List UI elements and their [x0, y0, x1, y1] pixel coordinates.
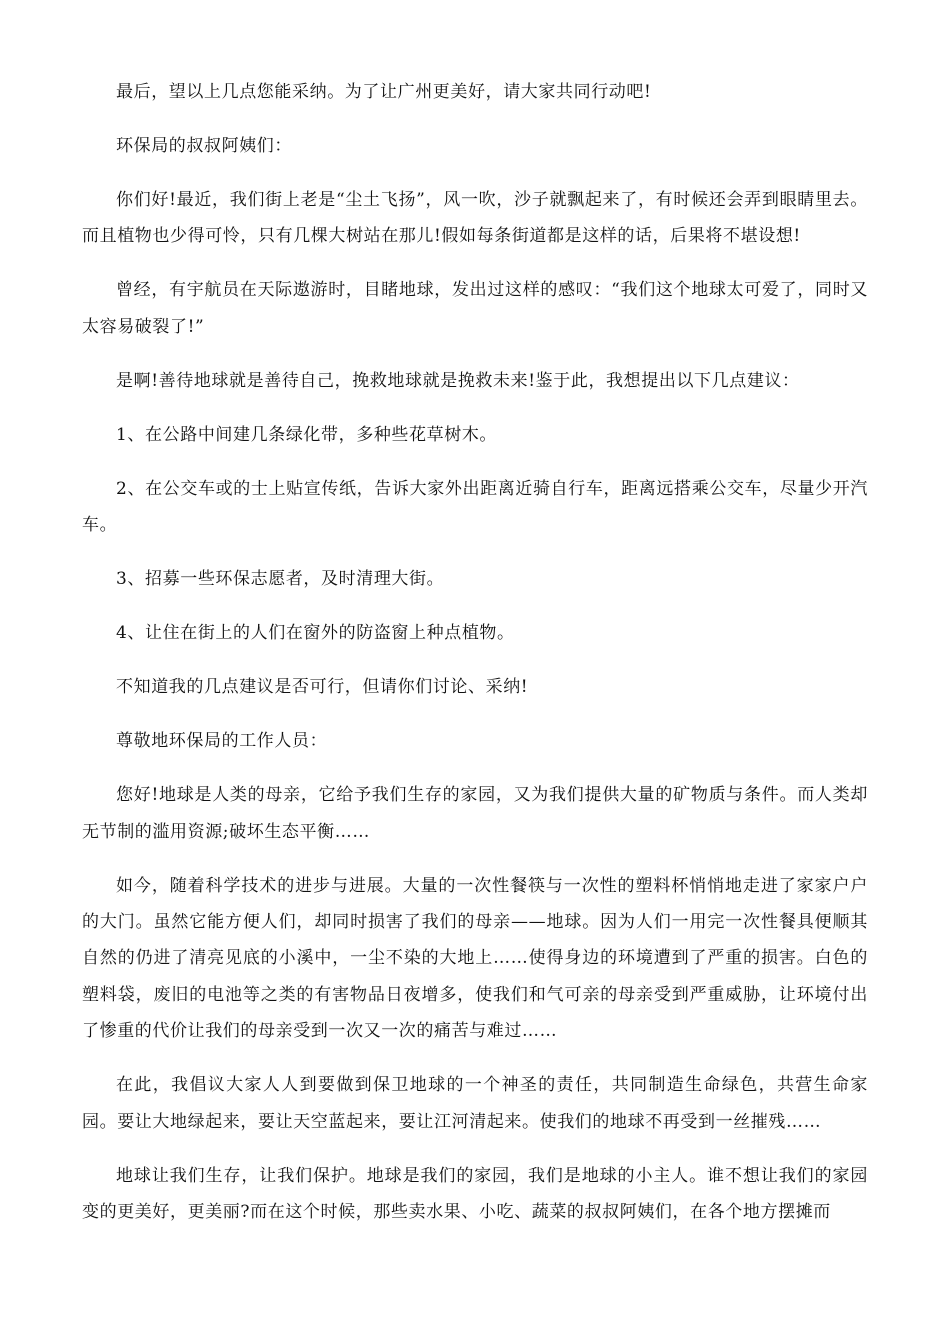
- paragraph-greeting-dust: 你们好!最近，我们街上老是“尘土飞扬”，风一吹，沙子就飘起来了，有时候还会弄到眼睛里去。而且植物也少得可怜，只有几棵大树站在那儿!假如每条街道都是这样的话，后果将不堪设想!: [82, 190, 868, 247]
- paragraph-suggestion-2: 2、在公交车或的士上贴宣传纸，告诉大家外出距离近骑自行车，距离远搭乘公交车，尽量少开汽车。: [82, 478, 868, 536]
- paragraph-suggestion-1: 1、在公路中间建几条绿化带，多种些花草树木。: [116, 424, 498, 445]
- paragraph-suggestion-3: 3、招募一些环保志愿者，及时清理大街。: [116, 569, 445, 590]
- paragraph-earth-mother: 您好!地球是人类的母亲，它给予我们生存的家园，又为我们提供大量的矿物质与条件。而人类却无节制的滥用资源;破坏生态平衡……: [82, 785, 868, 842]
- paragraph-request-discussion: 不知道我的几点建议是否可行，但请你们讨论、采纳!: [116, 677, 529, 698]
- paragraph-suggestion-intro: 是啊!善待地球就是善待自己，挽救地球就是挽救未来!鉴于此，我想提出以下几点建议：: [116, 370, 800, 391]
- paragraph-astronaut-quote: 曾经，有宇航员在天际遨游时，目睹地球，发出过这样的感叹：“我们这个地球太可爱了，同时又太容易破裂了!”: [82, 280, 868, 337]
- paragraph-salutation-1: 环保局的叔叔阿姨们：: [116, 136, 292, 156]
- paragraph-salutation-2: 尊敬地环保局的工作人员：: [116, 731, 328, 752]
- paragraph-proposal: 在此，我倡议大家人人到要做到保卫地球的一个神圣的责任，共同制造生命绿色，共营生命家园。要让大地绿起来，要让天空蓝起来，要让江河清起来。使我们的地球不再受到一丝摧残……: [82, 1075, 868, 1132]
- paragraph-earth-home: 地球让我们生存，让我们保护。地球是我们的家园，我们是地球的小主人。谁不想让我们的家园变的更美好，更美丽?而在这个时候，那些卖水果、小吃、蔬菜的叔叔阿姨们，在各个地方摆摊而: [82, 1165, 868, 1223]
- paragraph-disposable-items: 如今，随着科学技术的进步与进展。大量的一次性餐筷与一次性的塑料杯悄悄地走进了家家户户的大门。虽然它能方便人们，却同时损害了我们的母亲——地球。因为人们一用完一次性餐具便顺其自然的仍进了清亮见底的小溪中，一尘不染的大地上……使得身边的环境遭到了严重的损害。白色的塑料袋，废旧的电池等之类的有害物品日夜增多，使我们和气可亲的母亲受到严重威胁，让环境付出了惨重的代价让我们的母亲受到一次又一次的痛苦与难过……: [82, 875, 868, 1042]
- paragraph-suggestion-4: 4、让住在街上的人们在窗外的防盗窗上种点植物。: [116, 623, 515, 644]
- document-body: [82, 74, 868, 1248]
- paragraph-closing-hope: 最后，望以上几点您能采纳。为了让广州更美好，请大家共同行动吧!: [116, 82, 652, 102]
